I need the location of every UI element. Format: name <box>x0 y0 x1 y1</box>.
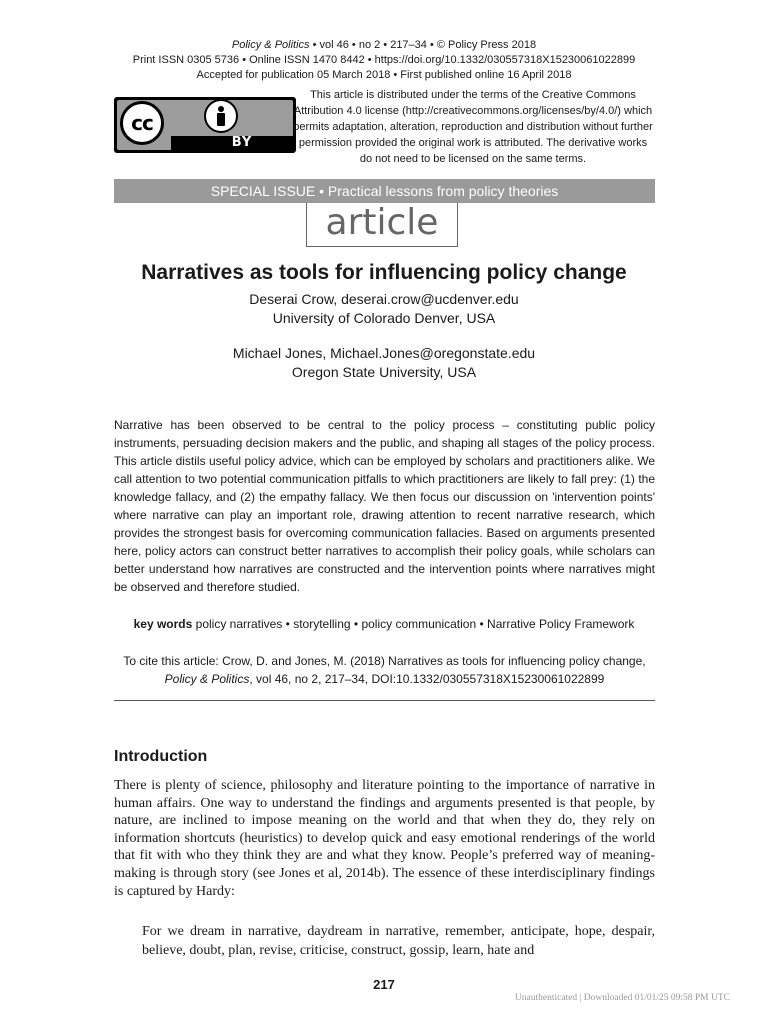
journal-name: Policy & Politics <box>231 39 310 51</box>
keywords <box>0 615 768 633</box>
by-label: BY <box>231 135 253 150</box>
citation-pre: To cite this article: Crow, D. and Jones, M. (2018) Narratives as tools for influencing policy change, <box>123 654 646 668</box>
block-quote: For we dream in narrative, daydream in narrative, remember, anticipate, hope, despair, believe, doubt, plan, revise, criticise, construct, gossip, learn, hate and <box>142 924 655 958</box>
author-1-name-email: Deserai Crow, deserai.crow@ucdenver.edu <box>249 291 519 307</box>
author-2-name-email: Michael Jones, Michael.Jones@oregonstate.edu <box>232 345 536 361</box>
citation <box>114 652 655 688</box>
citation-post: , vol 46, no 2, 217–34, DOI:10.1332/030557318X15230061022899 <box>249 672 605 686</box>
license-text: This article is distributed under the terms of the Creative Commons Attribution 4.0 license (http://creativecommons.org/licenses/by/4.0/) which permits adaptation, alteration, reproduction and distribution without further permission provided the original work is attributed. The derivative works do not need to be licensed on the same terms. <box>293 89 653 165</box>
cc-icon-text: cc <box>131 111 153 135</box>
citation-journal: Policy & Politics <box>164 672 250 686</box>
creative-commons-icon <box>120 101 164 145</box>
keywords-list: policy narratives • storytelling • policy communication • Narrative Policy Framework <box>192 617 635 631</box>
issn-line: Print ISSN 0305 5736 • Online ISSN 1470 8442 • https://doi.org/10.1332/030557318X15230061022899 <box>132 54 636 66</box>
author-2-affiliation: Oregon State University, USA <box>291 364 477 380</box>
author-1-affiliation: University of Colorado Denver, USA <box>272 310 496 326</box>
journal-volume-info: • vol 46 • no 2 • 217–34 • © Policy Press 2018 <box>309 39 537 51</box>
download-watermark: Unauthenticated | Downloaded 01/01/25 09:58 PM UTC <box>514 993 730 1003</box>
attribution-person-icon <box>204 99 238 133</box>
abstract-text: Narrative has been observed to be central to the policy process – constituting public policy instruments, persuading decision makers and the public, and shaping all stages of the policy process. This article distils useful policy advice, which can be employed by scholars and practitioners alike. We call attention to two potential communication pitfalls to which practitioners are likely to fall prey: (1) the knowledge fallacy, and (2) the empathy fallacy. We then focus our discussion on 'intervention points' where narrative can play an important role, drawing attention to recent narrative research, which provides the strongest basis for overcoming communication fallacies. Based on arguments presented here, policy actors can construct better narratives to accomplish their policy goals, while scholars can better understand how narratives are constructed and the intervention points where narratives might be observed and therefore studied. <box>114 418 655 594</box>
abstract <box>114 416 655 596</box>
page-number: 217 <box>373 977 395 992</box>
introduction-paragraph: There is plenty of science, philosophy and literature pointing to the importance of narrative in human affairs. One way to understand the findings and arguments presented is that people, by nature, are inclined to impose meaning on the world and that when they do, they rely on information shortcuts (heuristics) to develop quick and easy emotional renderings of the world that fit with who they think they are and what they know. People’s preferred way of meaning-making is through story (see Jones et al, 2014b). The essence of these interdisciplinary findings is captured by Hardy: <box>114 778 655 899</box>
keywords-label: key words <box>133 617 193 631</box>
introduction-heading: Introduction <box>114 748 208 765</box>
introduction-body <box>114 777 655 900</box>
journal-header-line <box>0 38 768 53</box>
cc-by-license-badge <box>114 97 296 153</box>
article-label: article <box>306 203 458 247</box>
section-divider <box>114 700 655 701</box>
special-issue-banner: SPECIAL ISSUE • Practical lessons from policy theories <box>114 179 655 203</box>
accepted-line: Accepted for publication 05 March 2018 • First published online 16 April 2018 <box>196 69 572 81</box>
article-title: Narratives as tools for influencing policy change <box>141 261 627 284</box>
